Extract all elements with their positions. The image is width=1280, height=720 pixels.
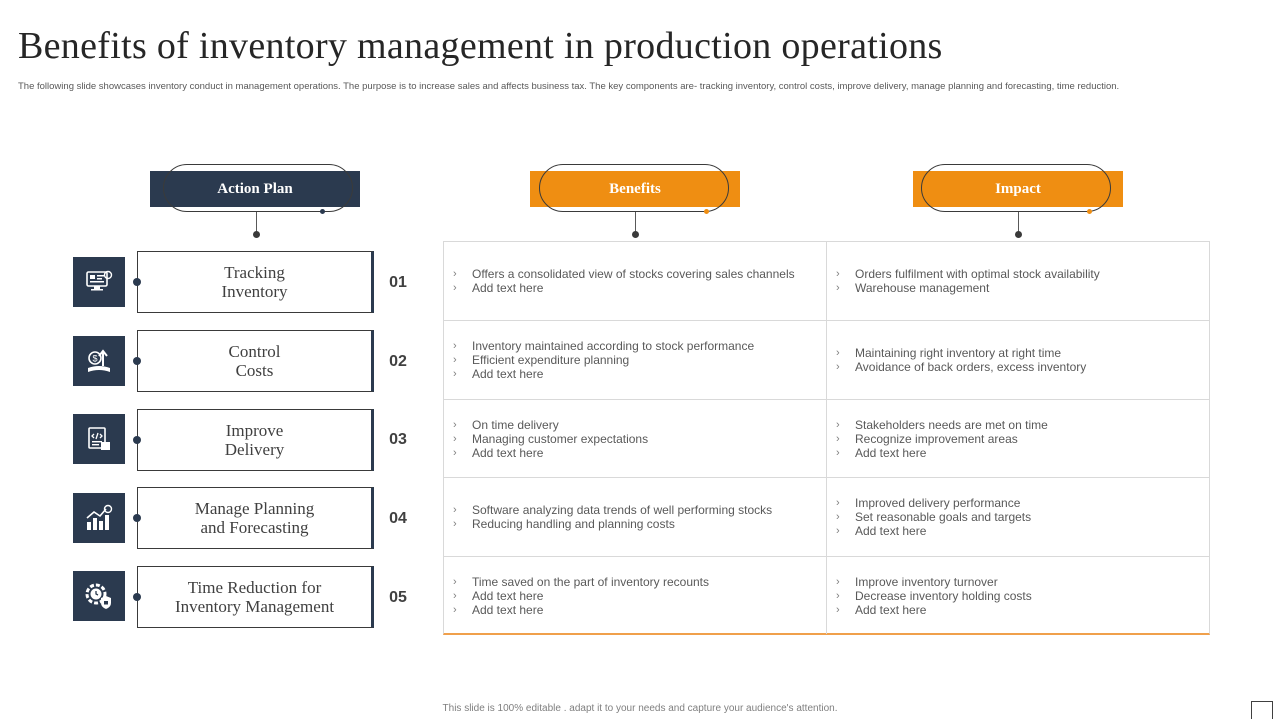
chevron-right-icon: › [836,282,840,294]
icon-tile [73,257,125,307]
impact-list [836,346,1197,374]
chevron-right-icon: › [453,268,457,280]
corner-frame-decoration [1251,701,1273,719]
chevron-right-icon: › [836,433,840,445]
header-accent-dot [320,209,325,214]
benefits-list [453,503,814,531]
icon-tile [73,493,125,543]
action-item-manage-planning [137,487,374,549]
chevron-right-icon: › [453,419,457,431]
step-number: 04 [389,510,407,527]
action-item-improve-delivery [137,409,374,471]
list-item: › Add text here [453,603,544,617]
action-bullet-dot [133,514,141,522]
benefits-cell [444,478,814,556]
impact-cell [827,242,1197,320]
list-item: › Add text here [836,603,927,617]
page-subtitle: The following slide showcases inventory conduct in management operations. The purpose is to increase sales and affects business tax. The key components are- tracking inventory, control costs, improve delivery, manage planning and forecasting, time reduction. [18,81,1120,92]
list-item: › On time delivery [453,418,559,432]
benefits-list [453,267,814,295]
list-item: › Warehouse management [836,281,990,295]
action-item-label: Manage Planning and Forecasting [194,499,315,537]
benefits-list [453,575,814,617]
step-number: 03 [389,431,407,448]
impact-list [836,575,1197,617]
action-item-label: Improve Delivery [224,421,285,459]
list-item: › Efficient expenditure planning [453,353,630,367]
connector-dot [632,231,639,238]
connector-line [635,212,636,232]
benefits-cell [444,242,814,320]
icon-tile [73,571,125,621]
header-accent-dot [1087,209,1092,214]
list-item: › Reducing handling and planning costs [453,517,675,531]
connector-line [256,212,257,232]
impact-list [836,496,1197,538]
chevron-right-icon: › [453,604,457,616]
impact-list [836,418,1197,460]
chevron-right-icon: › [453,340,457,352]
header-accent-dot [704,209,709,214]
impact-cell [827,400,1197,478]
action-bullet-dot [133,593,141,601]
chevron-right-icon: › [836,590,840,602]
list-item: › Add text here [453,446,544,460]
impact-cell [827,557,1197,635]
page-title: Benefits of inventory management in production operations [18,25,943,67]
monitor-dashboard-icon [85,269,113,295]
chevron-right-icon: › [453,368,457,380]
list-item: › Improve inventory turnover [836,575,998,589]
benefits-list [453,339,814,381]
action-item-time-reduction [137,566,374,628]
chevron-right-icon: › [836,447,840,459]
chevron-right-icon: › [453,576,457,588]
icon-tile [73,336,125,386]
chevron-right-icon: › [453,518,457,530]
impact-cell [827,478,1197,556]
list-item: › Improved delivery performance [836,496,1021,510]
list-item: › Time saved on the part of inventory recounts [453,575,710,589]
cost-growth-icon [85,346,113,376]
icon-tile [73,414,125,464]
chevron-right-icon: › [453,504,457,516]
chevron-right-icon: › [836,268,840,280]
impact-list [836,267,1197,295]
chevron-right-icon: › [836,604,840,616]
list-item: › Add text here [453,367,544,381]
list-item: › Add text here [453,589,544,603]
connector-dot [253,231,260,238]
list-item: › Decrease inventory holding costs [836,589,1032,603]
chevron-right-icon: › [453,433,457,445]
connector-dot [1015,231,1022,238]
chevron-right-icon: › [453,447,457,459]
chevron-right-icon: › [836,497,840,509]
list-item: › Set reasonable goals and targets [836,510,1032,524]
action-item-tracking-inventory [137,251,374,313]
action-item-control-costs [137,330,374,392]
chevron-right-icon: › [836,419,840,431]
chevron-right-icon: › [453,282,457,294]
benefits-list [453,418,814,460]
step-number: 05 [389,589,407,606]
list-item: › Inventory maintained according to stock performance [453,339,755,353]
chevron-right-icon: › [836,347,840,359]
growth-chart-icon [84,504,114,532]
action-item-label: Control Costs [228,342,281,380]
action-item-label: Tracking Inventory [221,263,288,301]
list-item: › Offers a consolidated view of stocks covering sales channels [453,267,795,281]
chevron-right-icon: › [836,576,840,588]
list-item: › Avoidance of back orders, excess inventory [836,360,1087,374]
chevron-right-icon: › [453,354,457,366]
benefits-cell [444,557,814,635]
benefits-cell [444,400,814,478]
list-item: › Add text here [453,281,544,295]
list-item: › Add text here [836,446,927,460]
impact-cell [827,321,1197,399]
connector-line [1018,212,1019,232]
action-bullet-dot [133,357,141,365]
chevron-right-icon: › [836,361,840,373]
step-number: 02 [389,353,407,370]
svg-text:$: $ [92,353,98,364]
list-item: › Recognize improvement areas [836,432,1018,446]
header-action-plan: Action Plan [150,171,360,207]
benefits-cell [444,321,814,399]
header-benefits: Benefits [530,171,740,207]
chevron-right-icon: › [453,590,457,602]
footer-note: This slide is 100% editable . adapt it to your needs and capture your audience's attention. [442,703,838,714]
list-item: › Orders fulfilment with optimal stock availability [836,267,1100,281]
list-item: › Add text here [836,524,927,538]
action-bullet-dot [133,278,141,286]
header-impact: Impact [913,171,1123,207]
step-number: 01 [389,274,407,291]
clock-gear-shield-icon [84,581,114,611]
list-item: › Managing customer expectations [453,432,649,446]
chevron-right-icon: › [836,511,840,523]
chevron-right-icon: › [836,525,840,537]
action-item-label: Time Reduction for Inventory Management [174,578,335,616]
action-bullet-dot [133,436,141,444]
code-document-icon [85,425,113,453]
list-item: › Stakeholders needs are met on time [836,418,1048,432]
list-item: › Maintaining right inventory at right time [836,346,1062,360]
list-item: › Software analyzing data trends of well performing stocks [453,503,773,517]
